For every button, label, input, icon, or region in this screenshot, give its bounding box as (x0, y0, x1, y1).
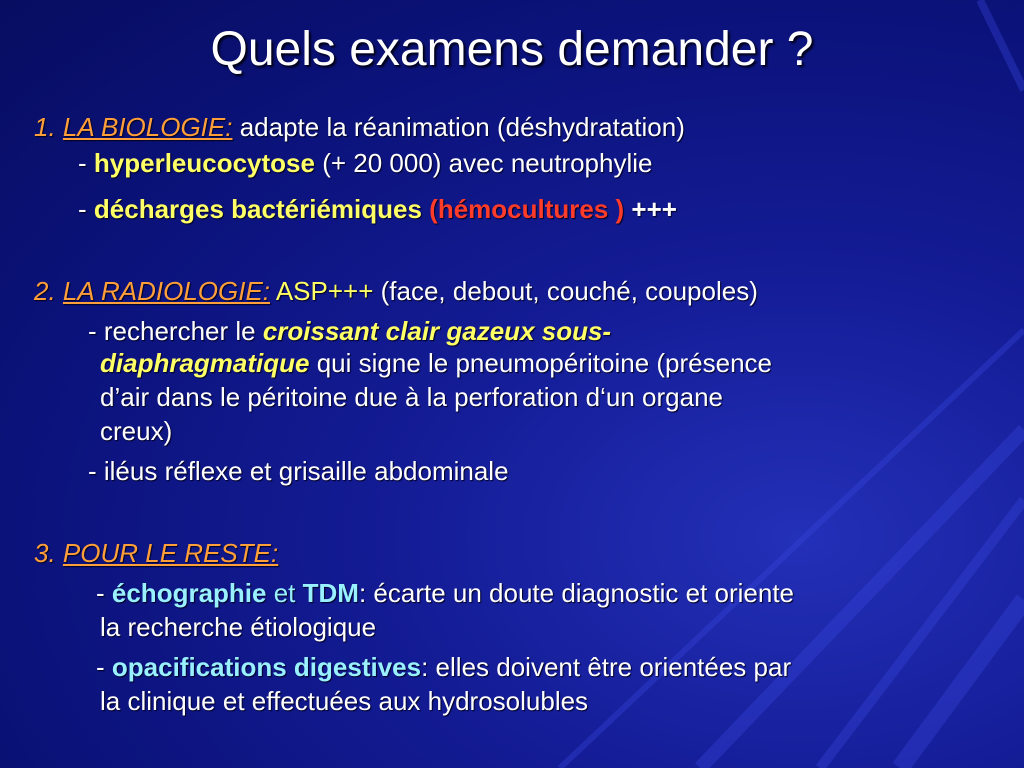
section3-bullet1-line1: - échographie et TDM: écarte un doute diagnostic et oriente (96, 578, 795, 608)
section1-bullet2: - décharges bactériémiques (hémocultures ) +++ (78, 194, 677, 224)
slide-title: Quels examens demander ? (210, 23, 814, 76)
decharges-term: décharges bactériémiques (93, 194, 422, 224)
echographie-term: échographie (111, 578, 267, 608)
section3-bullet2-line1: - opacifications digestives: elles doivent être orientées par (96, 652, 792, 682)
opacifications-term: opacifications digestives (111, 652, 422, 682)
hyperleucocytose-term: hyperleucocytose (93, 148, 315, 178)
section3-bullet1-line2: la recherche étiologique (100, 612, 377, 642)
section2-bullet1-line3: d’air dans le péritoine due à la perforation d‘un organe (100, 382, 723, 412)
section2-line (34, 274, 758, 308)
section2-bullet1-line1: - rechercher le croissant clair gazeux sous- (88, 316, 612, 346)
section1-line (34, 110, 685, 144)
section3-heading: POUR LE RESTE: (62, 538, 279, 568)
section1-bullet1: - hyperleucocytose (+ 20 000) avec neutrophylie (78, 148, 653, 178)
croissant-term: croissant clair gazeux sous- (262, 316, 612, 346)
section1-text: adapte la réanimation (déshydratation) (232, 112, 685, 142)
section2-number: 2. (34, 276, 56, 306)
section2-bullet2: - iléus réflexe et grisaille abdominale (88, 456, 509, 486)
section2-bullet1-line4: creux) (100, 416, 173, 446)
hemocultures-text: (hémocultures ) (429, 194, 625, 224)
section3-bullet2-line2: la clinique et effectuées aux hydrosolubles (100, 686, 589, 716)
diaphragmatique-term: diaphragmatique (100, 348, 310, 378)
tdm-term: TDM (302, 578, 359, 608)
plus-marker: +++ (624, 194, 677, 224)
section2-text: (face, debout, couché, coupoles) (373, 276, 758, 306)
section1-heading: LA BIOLOGIE: (62, 112, 233, 142)
section2-bullet1-line2: diaphragmatique qui signe le pneumopéritoine (présence (100, 348, 772, 378)
section3-number: 3. (34, 538, 56, 568)
section3-line (34, 536, 278, 570)
section2-heading: LA RADIOLOGIE: (62, 276, 271, 306)
asp-text: ASP+++ (270, 276, 374, 306)
section1-number: 1. (34, 112, 56, 142)
